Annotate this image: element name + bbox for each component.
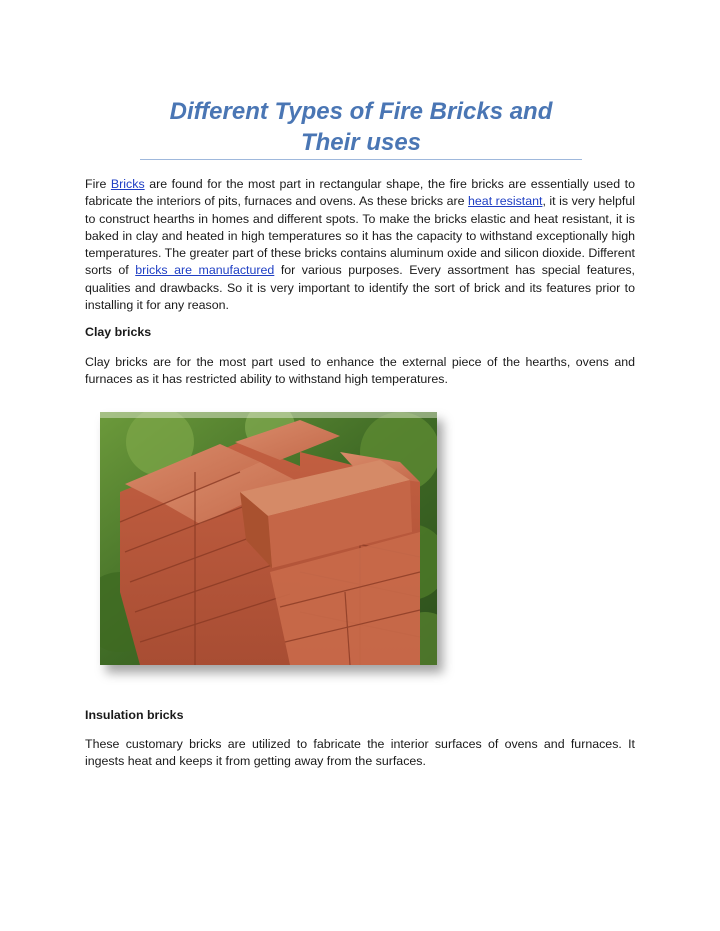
intro-text-2: are found for the most part in rectangular shape, the fire bricks are essentially used to fabricate the interiors of pits, furnaces and ovens. As these bricks are [85, 177, 635, 209]
intro-text-3: , it is very helpful to construct hearths in homes and different spots. To make the bricks elastic and heat resistant, it is baked in clay and heated in high temperatures so it has the capacity to withstand exceptionally high temperatures. The greater part of these bricks contains aluminum oxide and silicon dioxide. Different sorts of [85, 194, 635, 278]
insulation-bricks-paragraph: These customary bricks are utilized to fabricate the interior surfaces of ovens and furnaces. It ingests heat and keeps it from getting away from the surfaces. [85, 737, 635, 769]
intro-text-1: Fire [85, 177, 111, 191]
heat-resistant-link[interactable]: heat resistant [468, 194, 543, 209]
intro-paragraph [85, 176, 635, 314]
clay-bricks-paragraph: Clay bricks are for the most part used to enhance the external piece of the hearths, ovens and furnaces as it has restricted ability to withstand high temperatures. [85, 355, 635, 387]
title-underline [140, 159, 582, 160]
intro-text-4: for various purposes. Every assortment has special features, qualities and drawbacks. So it is very important to identify the sort of brick and its features prior to installing it for any reason. [85, 263, 636, 313]
page-title: Different Types of Fire Bricks and Their uses [169, 98, 553, 156]
bricks-link[interactable]: Bricks [110, 177, 145, 191]
insulation-bricks-heading: Insulation bricks [85, 708, 184, 722]
brick-photo [100, 412, 437, 665]
bricks-manufactured-link[interactable]: bricks are manufactured [135, 263, 275, 278]
clay-bricks-heading: Clay bricks [85, 325, 152, 339]
